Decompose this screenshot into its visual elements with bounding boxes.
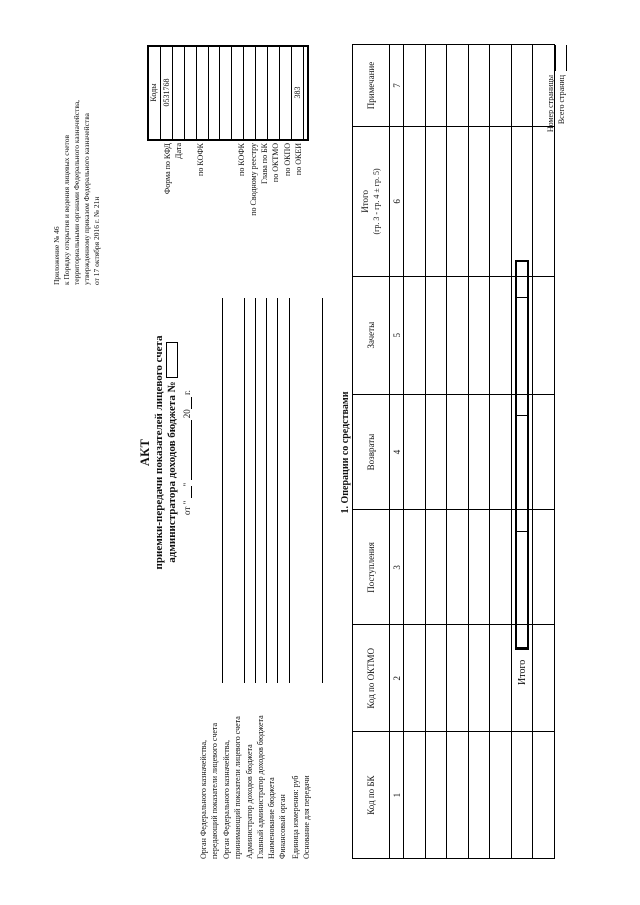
table-cell[interactable] (490, 127, 512, 277)
appendix-line: утвержденному приказом Федерального казначейства (82, 113, 91, 285)
table-cell[interactable] (468, 127, 490, 277)
col-header-note: Примечание (353, 45, 390, 127)
col-header-kbk: Код по БК (353, 732, 390, 859)
code-date-value[interactable] (172, 46, 184, 140)
page-counter (545, 45, 567, 132)
revenue-admin-field[interactable] (255, 298, 256, 683)
total-pages-field[interactable] (566, 45, 567, 71)
label-revenue-admin: Администратор доходов бюджета (245, 744, 254, 859)
label-budget-name: Наименование бюджета (267, 777, 276, 859)
date-from-label: от " (182, 500, 192, 515)
code-label-okei: по ОКЕИ (294, 143, 303, 176)
table-cell[interactable] (447, 625, 469, 732)
budget-name-field[interactable] (277, 298, 278, 683)
basis-field[interactable] (322, 298, 323, 683)
table-cell[interactable] (533, 276, 555, 394)
code-form-value[interactable]: 0531768 (161, 46, 173, 140)
col-header-offsets: Зачеты (353, 276, 390, 394)
code-label-kofk2: по КОФК (237, 143, 246, 176)
col-number: 5 (390, 276, 404, 394)
table-cell[interactable] (404, 732, 426, 859)
table-cell[interactable] (425, 510, 447, 625)
table-cell[interactable] (468, 394, 490, 510)
table-cell[interactable] (447, 127, 469, 277)
total-pages-row (556, 45, 567, 132)
code-registry-value[interactable] (244, 46, 256, 140)
itogo-row (515, 260, 529, 650)
table-cell[interactable] (447, 510, 469, 625)
col-number: 3 (390, 510, 404, 625)
left-labels (198, 684, 312, 859)
table-cell[interactable] (511, 732, 533, 859)
code-label-chapter: Глава по БК (260, 143, 269, 184)
table-cell[interactable] (468, 45, 490, 127)
table-cell[interactable] (425, 732, 447, 859)
table-cell[interactable] (490, 732, 512, 859)
col-header-receipts: Поступления (353, 510, 390, 625)
table-row (468, 45, 490, 859)
table-cell[interactable] (425, 394, 447, 510)
table-cell[interactable] (490, 510, 512, 625)
appendix-line: территориальными органами Федерального казначейства, (72, 99, 81, 285)
label-finance-body: Финансовый орган (278, 794, 287, 859)
col-header-refunds: Возвраты (353, 394, 390, 510)
year-prefix: 20 (182, 409, 192, 419)
label-main-revenue-admin: Главный администратор доходов бюджета (256, 715, 265, 859)
table-cell[interactable] (425, 127, 447, 277)
appendix-line: к Порядку открытия и ведения лицевых счетов (62, 134, 71, 285)
col-number: 7 (390, 45, 404, 127)
year-suffix: г. (182, 390, 192, 395)
col-number: 1 (390, 732, 404, 859)
date-month-field[interactable] (191, 421, 192, 481)
code-blank[interactable] (208, 46, 220, 140)
date-day-field[interactable] (191, 486, 192, 498)
appendix-line: от 17 октября 2016 г. № 21н (92, 196, 101, 285)
label-sending-ofk: Орган Федерального казначейства, передающий показатели лицевого счета (199, 722, 219, 859)
table-cell[interactable] (490, 625, 512, 732)
page-number-label: Номер страницы (546, 75, 555, 133)
table-cell[interactable] (490, 394, 512, 510)
label-unit: Единица измерения: руб (291, 775, 300, 859)
table-cell[interactable] (468, 510, 490, 625)
receiving-ofk-field[interactable] (244, 298, 245, 683)
table-cell[interactable] (511, 45, 533, 127)
table-row (404, 45, 426, 859)
table-cell[interactable] (511, 127, 533, 277)
code-oktmo-value[interactable] (268, 46, 280, 140)
table-cell[interactable] (404, 276, 426, 394)
table-cell[interactable] (447, 276, 469, 394)
table-cell[interactable] (533, 394, 555, 510)
appendix-line: Приложение № 46 (52, 226, 61, 285)
table-row (425, 45, 447, 859)
code-blank[interactable] (220, 46, 232, 140)
table-cell[interactable] (468, 732, 490, 859)
code-label-date: Дата (174, 143, 183, 159)
table-cell[interactable] (425, 45, 447, 127)
code-okei-value[interactable]: 383 (291, 46, 303, 140)
itogo-label: Итого (517, 659, 528, 685)
col-header-total (353, 127, 390, 277)
label-receiving-ofk: Орган Федерального казначейства, принимающий показатели лицевого счета (222, 716, 242, 859)
code-label-form: Форма по КФД (163, 143, 172, 195)
table-cell[interactable] (404, 127, 426, 277)
table-header-row (353, 45, 390, 859)
date-year-field[interactable] (191, 397, 192, 409)
title-word: АКТ (138, 438, 152, 467)
appendix-note (52, 100, 102, 285)
section-title: 1. Операции со средствами (340, 391, 351, 514)
act-number-field[interactable] (166, 342, 178, 378)
code-okpo-value[interactable] (279, 46, 291, 140)
code-blank[interactable] (184, 46, 196, 140)
label-basis: Основание для передачи (302, 775, 311, 859)
code-label-registry: по Сводному реестру (249, 143, 258, 216)
code-label-kofk1: по КОФК (196, 143, 205, 176)
codes-header: Коды (148, 45, 161, 140)
table-cell[interactable] (425, 625, 447, 732)
code-label-oktmo: по ОКТМО (271, 143, 280, 183)
finance-body-field[interactable] (289, 298, 290, 683)
date-quote: " (182, 482, 192, 487)
table-row (533, 45, 555, 859)
table-cell[interactable] (447, 732, 469, 859)
col-header-total-line: (гр. 3 - гр. 4 ± гр. 5) (372, 168, 381, 235)
table-cell[interactable] (404, 394, 426, 510)
itogo-receipts[interactable] (517, 531, 527, 648)
table-cell[interactable] (490, 276, 512, 394)
itogo-offsets[interactable] (517, 297, 527, 416)
table-row (447, 45, 469, 859)
code-kofk1-value[interactable] (196, 46, 208, 140)
table-cell[interactable] (533, 127, 555, 277)
itogo-total[interactable] (517, 257, 527, 298)
table-cell[interactable] (468, 625, 490, 732)
itogo-refunds[interactable] (517, 415, 527, 532)
table-cell[interactable] (533, 510, 555, 625)
table-cell[interactable] (404, 510, 426, 625)
table-cell[interactable] (404, 45, 426, 127)
table-cell[interactable] (447, 45, 469, 127)
col-number: 6 (390, 127, 404, 277)
col-number: 4 (390, 394, 404, 510)
title-line1: приемки-передачи показателей лицевого счета (153, 335, 165, 570)
title-line2: администратора доходов бюджета № (166, 381, 178, 563)
table-cell[interactable] (533, 625, 555, 732)
table-row (490, 45, 512, 859)
code-kofk2-value[interactable] (232, 46, 244, 140)
table-cell[interactable] (490, 45, 512, 127)
col-header-total-line: Итого (360, 190, 370, 213)
sending-ofk-field[interactable] (222, 298, 223, 683)
main-revenue-admin-field[interactable] (266, 298, 267, 683)
column-number-row (390, 45, 404, 859)
total-pages-label: Всего страниц (557, 75, 566, 125)
table-cell[interactable] (533, 732, 555, 859)
table-cell[interactable] (447, 394, 469, 510)
col-header-oktmo: Код по ОКТМО (353, 625, 390, 732)
table-cell[interactable] (404, 625, 426, 732)
col-number: 2 (390, 625, 404, 732)
table-cell[interactable] (468, 276, 490, 394)
code-label-okpo: по ОКПО (283, 143, 292, 176)
code-chapter-value[interactable] (256, 46, 268, 140)
col-header-total-text (359, 127, 383, 276)
page-number-row (545, 45, 556, 132)
codes-table (160, 45, 304, 140)
table-cell[interactable] (425, 276, 447, 394)
